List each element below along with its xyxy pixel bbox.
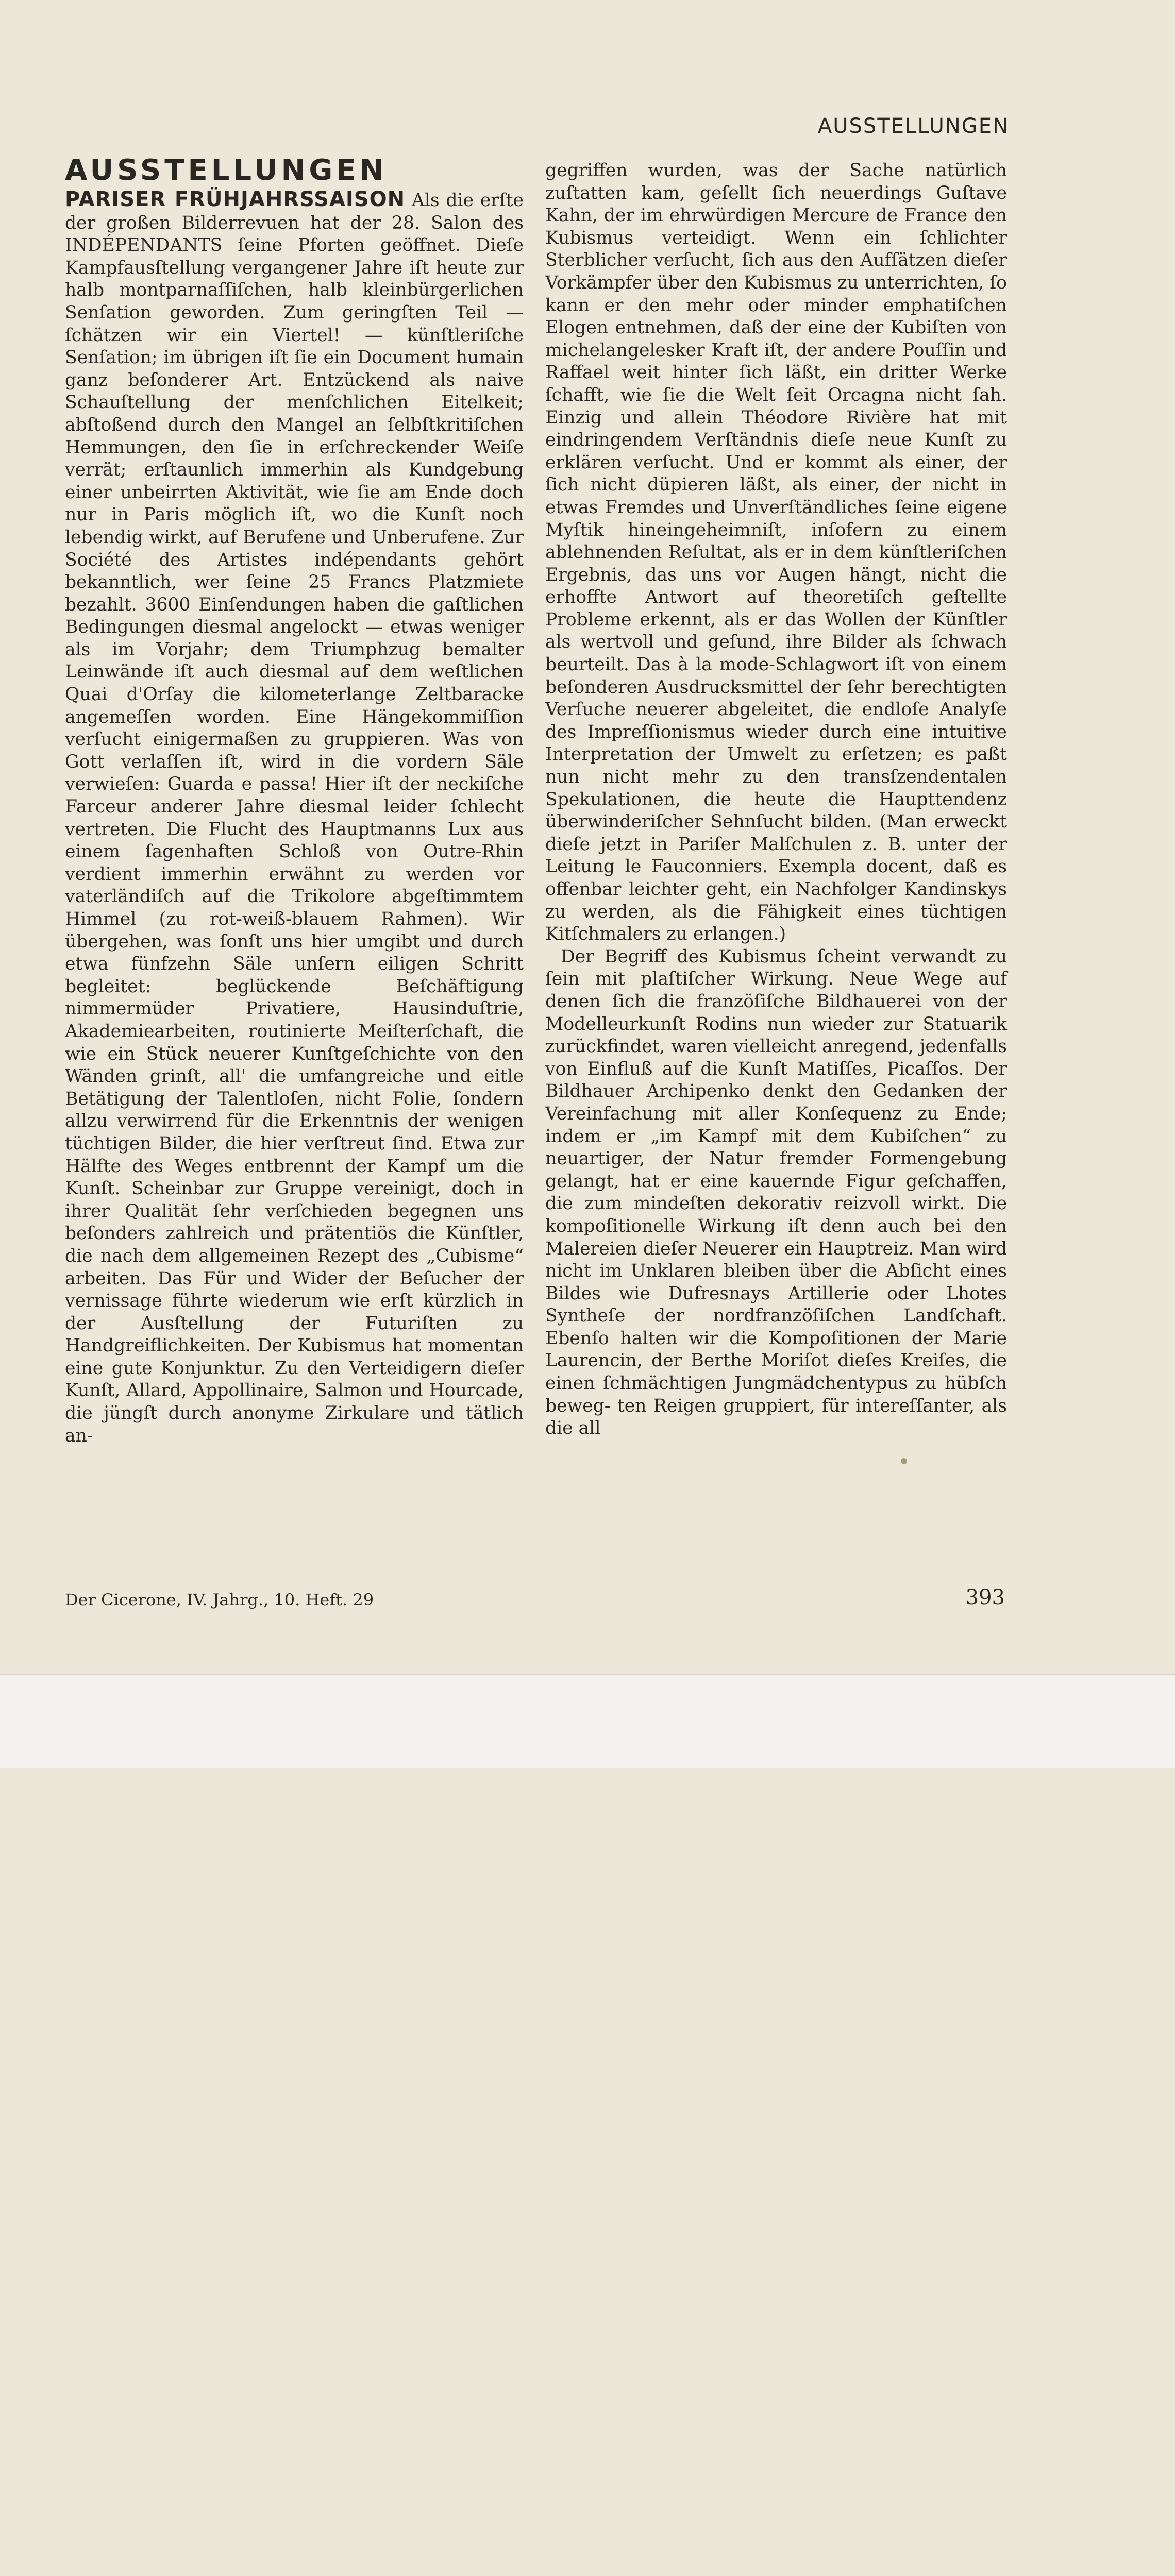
article-heading: AUSSTELLUNGEN [65, 154, 388, 187]
right-paragraph: Der Begriff des Kubismus ſcheint verwandt zu ſein mit plaſtiſcher Wirkung. Neue Wege auf denen ſich die franzöſiſche Bildhauerei von der Modelleurkunſt Rodins nun wieder zur Statuarik zurückfindet, waren vielleicht anregend, jedenfalls von Einfluß auf die Kunſt Matiſſes, Picaſſos. Der Bildhauer Archipenko denkt den Gedanken der Vereinfachung mit aller Konſequenz zu Ende; indem er „im Kampf mit dem Kubiſchen“ zu neuartiger, der Natur fremder Formengebung gelangt, hat er eine kauernde Figur geſchaffen, die zum mindeſten dekorativ reizvoll wirkt. Die kompoſitionelle Wirkung iſt denn auch bei den Malereien dieſer Neuerer ein Hauptreiz. Man wird nicht im Unklaren bleiben über die Abſicht eines Bildes wie Dufresnays Artillerie oder Lhotes Syntheſe der nordfranzöſiſchen Landſchaft. Ebenſo halten wir die Kompoſitionen der Marie Laurencin, der Berthe Moriſot dieſes Kreiſes, die einen ſchmächtigen Jungmädchentypus zu hübſch beweg- ten Reigen gruppiert, für intereſſanter, als die all [545, 946, 1007, 1439]
right-paragraph: gegriffen wurden, was der Sache natürlich zuſtatten kam, geſellt ſich neuerdings Guſtave Kahn, der im ehrwürdigen Mercure de France den Kubismus verteidigt. Wenn ein ſchlichter Sterblicher verſucht, ſich aus den Aufſätzen dieſer Vorkämpfer über den Kubismus zu unterrichten, ſo kann er den mehr oder minder emphatiſchen Elogen entnehmen, daß der eine der Kubiſten von michelangelesker Kraft iſt, der andere Pouſſin und Raffael weit hinter ſich läßt, ein dritter Werke ſchafft, wie ſie die Welt ſeit Orcagna nicht ſah. Einzig und allein Théodore Rivière hat mit eindringendem Verſtändnis dieſe neue Kunſt zu erklären verſucht. Und er kommt als einer, der ſich nicht düpieren läßt, als einer, der nicht in etwas Fremdes und Unverſtändliches ſeine eigene Myſtik hineingeheimniſt, inſofern zu einem ablehnenden Reſultat, als er in dem künſtleriſchen Ergebnis, das uns vor Augen hängt, nicht die erhoffte Antwort auf theoretiſch geſtellte Probleme erkennt, als er das Wollen der Künſtler als wertvoll und geſund, ihre Bilder als ſchwach beurteilt. Das à la mode-Schlagwort iſt von einem beſonderen Ausdrucksmittel der ſehr berechtigten Verſuche neuerer abgeleitet, die endloſe Analyſe des Impreſſionismus wieder durch eine intuitive Interpretation der Umwelt zu erſetzen; es paßt nun nicht mehr zu den transſzendentalen Spekulationen, die heute die Haupttendenz überwinderiſcher Sehnſucht bilden. (Man erweckt dieſe jetzt in Pariſer Malſchulen z. B. unter der Leitung le Fauconniers. Exempla docent, daß es offenbar leichter geht, ein Nachfolger Kandinskys zu werden, als die Fähigkeit eines tüchtigen Kitſchmalers zu erlangen.) [545, 160, 1007, 945]
left-paragraph [65, 189, 524, 1447]
footer-source: Der Cicerone, IV. Jahrg., 10. Heft. 29 [65, 1590, 374, 1609]
right-column [545, 160, 1007, 1440]
speck [901, 1458, 907, 1464]
running-head: AUSSTELLUNGEN [817, 114, 1009, 138]
left-column [65, 154, 524, 1447]
library-footer-bar [0, 1674, 1175, 1768]
article-subheading: PARISER FRÜHJAHRSSAISON [65, 188, 406, 211]
page-number: 393 [965, 1586, 1005, 1609]
left-paragraph-text: Als die erſte der großen Bilderrevuen hat der 28. Salon des INDÉPENDANTS ſeine Pforten geöffnet. Dieſe Kampfausſtellung vergangener Jahre iſt heute zur halb montparnaſſiſchen, halb kleinbürgerlichen Senſation geworden. Zum geringſten Teil — ſchätzen wir ein Viertel! — künſtleriſche Senſation; im übrigen iſt ſie ein Document humain ganz beſonderer Art. Entzückend als naive Schauſtellung der menſchlichen Eitelkeit; abſtoßend durch den Mangel an ſelbſtkritiſchen Hemmungen, den ſie in erſchreckender Weiſe verrät; erſtaunlich immerhin als Kundgebung einer unbeirrten Aktivität, wie ſie am Ende doch nur in Paris möglich iſt, wo die Kunſt noch lebendig wirkt, auf Berufene und Unberufene. Zur Société des Artistes indépendants gehört bekanntlich, wer ſeine 25 Francs Platzmiete bezahlt. 3600 Einſendungen haben die gaſtlichen Bedingungen diesmal angelockt — etwas weniger als im Vorjahr; dem Triumphzug bemalter Leinwände iſt auch diesmal auf dem weſtlichen Quai d'Orſay die kilometerlange Zeltbaracke angemeſſen worden. Eine Hängekommiſſion verſucht einigermaßen zu gruppieren. Was von Gott verlaſſen iſt, wird in die vordern Säle verwieſen: Guarda e passa! Hier iſt der neckiſche Farceur anderer Jahre diesmal leider ſchlecht vertreten. Die Flucht des Hauptmanns Lux aus einem ſagenhaften Schloß von Outre-Rhin verdient immerhin erwähnt zu werden vor vaterländiſch auf die Trikolore abgeſtimmtem Himmel (zu rot-weiß-blauem Rahmen). Wir übergehen, was ſonſt uns hier umgibt und durch etwa fünfzehn Säle unſern eiligen Schritt begleitet: beglückende Beſchäftigung nimmermüder Privatiere, Hausinduſtrie, Akademiearbeiten, routinierte Meiſterſchaft, die wie ein Stück neuerer Kunſtgeſchichte von den Wänden grinſt, all' die umfangreiche und eitle Betätigung der Talentloſen, nicht Folie, ſondern allzu verwirrend für die Erkenntnis der wenigen tüchtigen Bilder, die hier verſtreut ſind. Etwa zur Hälfte des Weges entbrennt der Kampf um die Kunſt. Scheinbar zur Gruppe vereinigt, doch in ihrer Qualität ſehr verſchieden begegnen uns beſonders zahlreich und prätentiös die Künſtler, die nach dem allgemeinen Rezept des „Cubisme“ arbeiten. Das Für und Wider der Beſucher der vernissage führte wiederum wie erſt kürzlich in der Ausſtellung der Futuriſten zu Handgreiflichkeiten. Der Kubismus hat momentan eine gute Konjunktur. Zu den Verteidigern dieſer Kunſt, Allard, Appollinaire, Salmon und Hourcade, die jüngſt durch anonyme Zirkulare und tätlich an- [65, 190, 524, 1446]
